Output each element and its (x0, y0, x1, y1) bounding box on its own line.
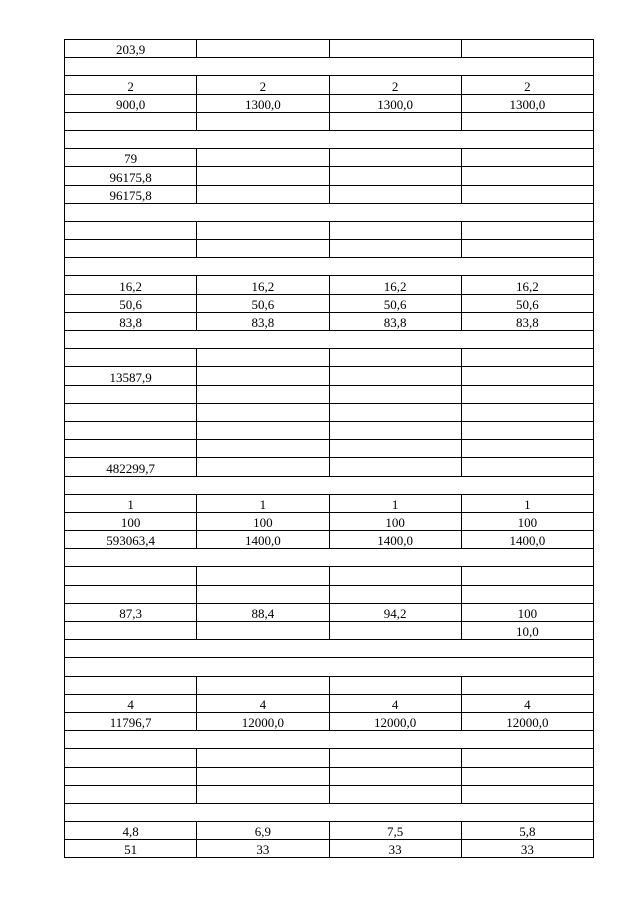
table-row (65, 658, 594, 676)
table-cell-span (65, 203, 594, 221)
table-cell (329, 767, 461, 785)
table-cell-span (65, 549, 594, 567)
table-row (65, 240, 594, 258)
table-row (65, 476, 594, 494)
table-row (65, 767, 594, 785)
table-cell: 50,6 (197, 294, 329, 312)
table-cell (197, 167, 329, 185)
table-cell (329, 349, 461, 367)
table-row (65, 185, 594, 203)
table-cell (461, 112, 593, 130)
table-cell (329, 112, 461, 130)
table-cell (329, 676, 461, 694)
table-row (65, 712, 594, 730)
table-cell: 2 (197, 76, 329, 94)
table-cell (461, 149, 593, 167)
table-row (65, 585, 594, 603)
table-cell (461, 767, 593, 785)
table-cell (197, 421, 329, 439)
table-row (65, 149, 594, 167)
table-cell (197, 767, 329, 785)
table-row (65, 840, 594, 858)
table-row (65, 203, 594, 221)
table-cell (329, 385, 461, 403)
table-row (65, 458, 594, 476)
table-cell (65, 403, 197, 421)
table-row (65, 385, 594, 403)
table-row (65, 312, 594, 330)
table-cell (461, 40, 593, 58)
table-row (65, 421, 594, 439)
table-row (65, 221, 594, 239)
table-cell (461, 385, 593, 403)
table-cell (461, 421, 593, 439)
table-cell (65, 585, 197, 603)
table-cell (329, 421, 461, 439)
table-cell (197, 40, 329, 58)
table-cell: 1 (65, 494, 197, 512)
table-cell: 10,0 (461, 622, 593, 640)
table-cell (461, 221, 593, 239)
table-cell (197, 185, 329, 203)
table-cell: 79 (65, 149, 197, 167)
table-cell (329, 185, 461, 203)
table-row (65, 58, 594, 76)
table-cell: 50,6 (329, 294, 461, 312)
table-row (65, 167, 594, 185)
table-row (65, 676, 594, 694)
table-cell (65, 221, 197, 239)
table-row (65, 349, 594, 367)
table-cell (329, 749, 461, 767)
table-cell (197, 676, 329, 694)
table-cell: 100 (197, 512, 329, 530)
table-row (65, 731, 594, 749)
table-cell: 12000,0 (197, 712, 329, 730)
table-cell: 1300,0 (461, 94, 593, 112)
table-cell (197, 349, 329, 367)
table-cell-span (65, 331, 594, 349)
table-row (65, 258, 594, 276)
table-row (65, 403, 594, 421)
table-cell (197, 112, 329, 130)
table-cell: 7,5 (329, 822, 461, 840)
table-cell: 1 (197, 494, 329, 512)
table-cell: 5,8 (461, 822, 593, 840)
table-cell (65, 676, 197, 694)
table-cell: 83,8 (329, 312, 461, 330)
table-cell: 83,8 (65, 312, 197, 330)
table-row (65, 276, 594, 294)
table-cell (65, 240, 197, 258)
table-cell (461, 167, 593, 185)
table-row (65, 494, 594, 512)
table-cell: 203,9 (65, 40, 197, 58)
table-cell: 2 (461, 76, 593, 94)
table-cell (329, 149, 461, 167)
table-row (65, 367, 594, 385)
table-cell: 100 (461, 512, 593, 530)
table-row (65, 40, 594, 58)
table-cell (461, 240, 593, 258)
table-cell (197, 749, 329, 767)
table-cell (461, 749, 593, 767)
table-cell: 83,8 (461, 312, 593, 330)
table-cell (461, 567, 593, 585)
table-cell: 87,3 (65, 603, 197, 621)
table-cell: 51 (65, 840, 197, 858)
table-row (65, 694, 594, 712)
table-cell (197, 567, 329, 585)
table-cell (329, 367, 461, 385)
table-row (65, 822, 594, 840)
table-cell-span (65, 803, 594, 821)
table-cell-span (65, 658, 594, 676)
data-table (64, 39, 594, 858)
table-cell: 96175,8 (65, 185, 197, 203)
table-cell (197, 221, 329, 239)
table-cell: 593063,4 (65, 531, 197, 549)
table-cell: 12000,0 (461, 712, 593, 730)
table-cell (461, 440, 593, 458)
table-cell (65, 767, 197, 785)
table-cell: 482299,7 (65, 458, 197, 476)
table-cell (197, 240, 329, 258)
table-cell: 33 (461, 840, 593, 858)
table-cell (329, 403, 461, 421)
table-cell: 13587,9 (65, 367, 197, 385)
table-cell: 16,2 (461, 276, 593, 294)
table-cell: 4 (329, 694, 461, 712)
table-cell: 1400,0 (329, 531, 461, 549)
table-cell (461, 185, 593, 203)
table-row (65, 130, 594, 148)
table-cell: 1300,0 (329, 94, 461, 112)
table-cell (65, 785, 197, 803)
table-cell (197, 385, 329, 403)
table-cell: 94,2 (329, 603, 461, 621)
table-cell (461, 403, 593, 421)
table-cell (329, 40, 461, 58)
table-cell: 50,6 (461, 294, 593, 312)
table-cell: 88,4 (197, 603, 329, 621)
table-row (65, 640, 594, 658)
table-cell (197, 367, 329, 385)
table-cell (461, 676, 593, 694)
table-cell: 6,9 (197, 822, 329, 840)
table-cell: 100 (329, 512, 461, 530)
table-cell: 96175,8 (65, 167, 197, 185)
table-cell (329, 458, 461, 476)
table-row (65, 785, 594, 803)
table-cell (329, 440, 461, 458)
table-cell (197, 585, 329, 603)
table-cell: 33 (197, 840, 329, 858)
table-cell: 50,6 (65, 294, 197, 312)
table-cell (65, 349, 197, 367)
table-row (65, 512, 594, 530)
table-cell: 12000,0 (329, 712, 461, 730)
table-row (65, 112, 594, 130)
table-cell-span (65, 258, 594, 276)
table-cell (197, 785, 329, 803)
table-cell (461, 349, 593, 367)
table-cell: 100 (65, 512, 197, 530)
table-cell: 83,8 (197, 312, 329, 330)
table-cell: 4,8 (65, 822, 197, 840)
table-cell: 2 (329, 76, 461, 94)
table-cell (329, 785, 461, 803)
table-row (65, 294, 594, 312)
table-cell (197, 440, 329, 458)
table-row (65, 603, 594, 621)
table-cell (329, 240, 461, 258)
table-cell: 16,2 (329, 276, 461, 294)
table-cell (65, 385, 197, 403)
table-cell (461, 367, 593, 385)
table-cell: 4 (65, 694, 197, 712)
table-row (65, 76, 594, 94)
table-cell (461, 585, 593, 603)
table-cell: 33 (329, 840, 461, 858)
table-cell: 4 (197, 694, 329, 712)
table-cell: 100 (461, 603, 593, 621)
table-cell: 1 (461, 494, 593, 512)
table-cell: 11796,7 (65, 712, 197, 730)
table-cell: 1 (329, 494, 461, 512)
table-cell (197, 458, 329, 476)
table-cell (329, 585, 461, 603)
table-cell (197, 403, 329, 421)
table-cell (65, 749, 197, 767)
table-cell: 900,0 (65, 94, 197, 112)
table-cell (65, 112, 197, 130)
table-cell: 1400,0 (197, 531, 329, 549)
table-cell (65, 622, 197, 640)
table-cell (65, 440, 197, 458)
table-row (65, 94, 594, 112)
table-cell-span (65, 640, 594, 658)
table-cell (65, 421, 197, 439)
table-cell-span (65, 476, 594, 494)
table-cell: 16,2 (197, 276, 329, 294)
table-cell (329, 567, 461, 585)
table-row (65, 622, 594, 640)
table-cell: 16,2 (65, 276, 197, 294)
table-body (65, 40, 594, 858)
table-cell: 2 (65, 76, 197, 94)
table-row (65, 331, 594, 349)
table-cell (461, 458, 593, 476)
table-cell (461, 785, 593, 803)
table-cell (329, 221, 461, 239)
table-row (65, 749, 594, 767)
table-cell (65, 567, 197, 585)
table-row (65, 549, 594, 567)
table-row (65, 440, 594, 458)
table-cell (197, 149, 329, 167)
table-cell-span (65, 130, 594, 148)
table-cell: 4 (461, 694, 593, 712)
table-cell (197, 622, 329, 640)
table-row (65, 567, 594, 585)
table-cell-span (65, 58, 594, 76)
table-row (65, 531, 594, 549)
table-cell: 1300,0 (197, 94, 329, 112)
table-cell (329, 622, 461, 640)
table-cell-span (65, 731, 594, 749)
table-cell (329, 167, 461, 185)
table-row (65, 803, 594, 821)
table-cell: 1400,0 (461, 531, 593, 549)
